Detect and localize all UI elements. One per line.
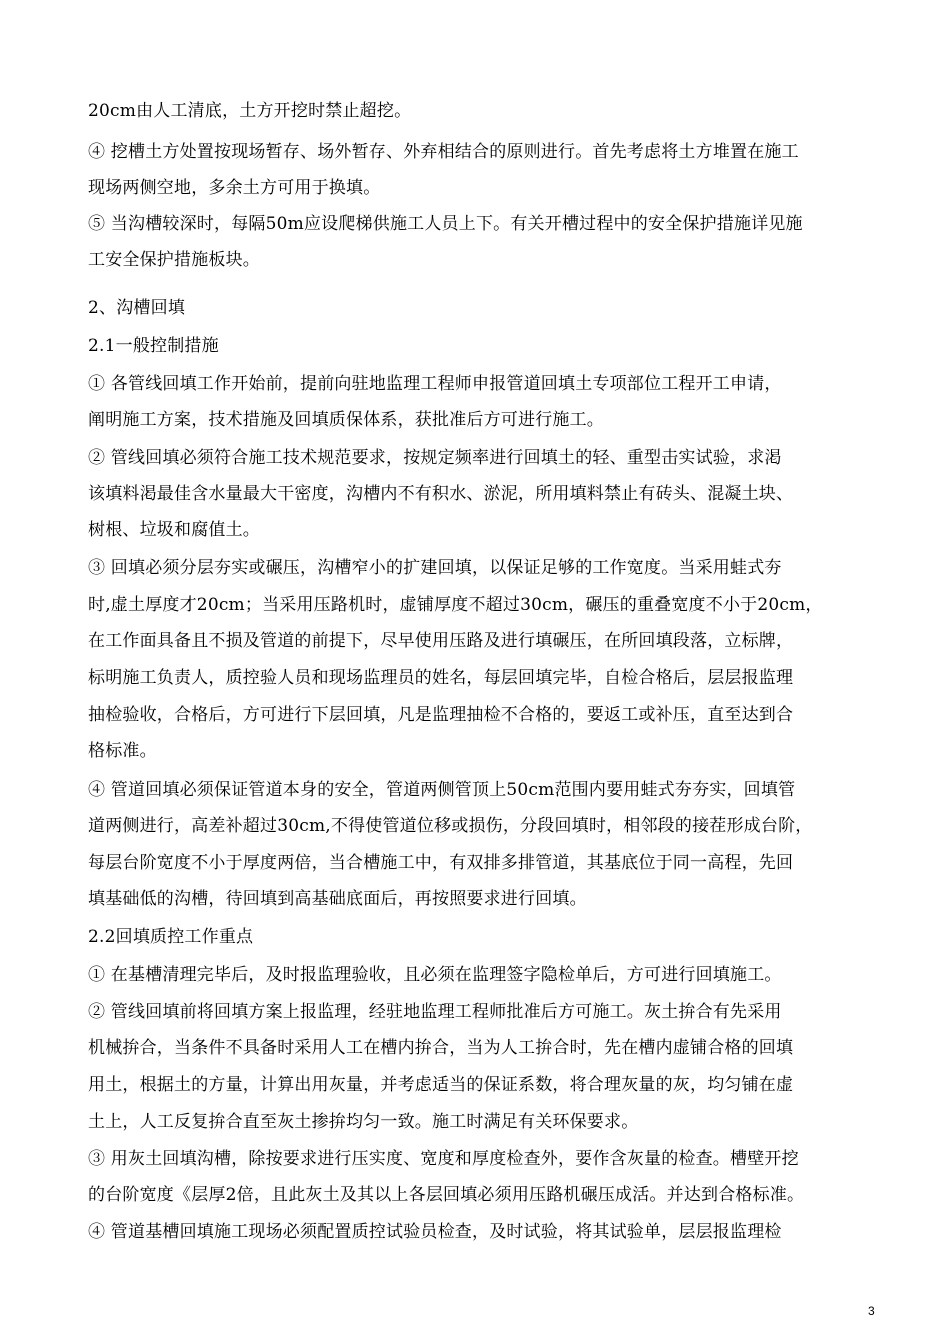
- text-line: ④ 挖槽土方处置按现场暂存、场外暂存、外弃相结合的原则进行。首先考虑将土方堆置在施工: [88, 142, 799, 162]
- text-line: 格标准。: [88, 741, 157, 761]
- text-line: 该填料渇最佳含水量最大干密度，沟槽内不有积水、淤泥，所用填料禁止有砖头、混凝土块、: [88, 484, 794, 504]
- text-line: ④ 管道回填必须保证管道本身的安全，管道两侧管顶上50cm范围内要用蛙式夯夯实，回填管: [88, 780, 796, 800]
- text-line: 填基础低的沟槽，待回填到高基础底面后，再按照要求进行回填。: [88, 889, 587, 909]
- text-line: 阐明施工方案，技术措施及回填质保体系，获批准后方可进行施工。: [88, 410, 604, 430]
- page-number: 3: [868, 1304, 875, 1318]
- text-line: 土上，人工反复拚合直至灰土掺拚均匀一致。施工时满足有关环保要求。: [88, 1112, 639, 1132]
- text-line: ② 管线回填必须符合施工技术规范要求，按规定频率进行回填土的轻、重型击实试验，求渇: [88, 448, 782, 468]
- text-line: 标明施工负责人，质控验人员和现场监理员的姓名，每层回填完毕，自检合格后，层层报监理: [88, 668, 794, 688]
- text-line: ④ 管道基槽回填施工现场必须配置质控试验员检查，及时试验，将其试验单，层层报监理检: [88, 1222, 782, 1242]
- text-line: 机械拚合，当条件不具备时采用人工在槽内拚合，当为人工拚合时，先在槽内虚铺合格的回填: [88, 1038, 794, 1058]
- text-line: ③ 用灰土回填沟槽，除按要求进行压实度、宽度和厚度检查外，要作含灰量的检查。槽壁开挖: [88, 1149, 799, 1169]
- text-line: 树根、垃圾和腐值土。: [88, 520, 260, 540]
- text-line: 抽检验收，合格后，方可进行下层回填，凡是监理抽检不合格的，要返工或补压，直至达到合: [88, 705, 794, 725]
- text-line: 20cm由人工清底，土方开挖时禁止超挖。: [88, 101, 412, 121]
- text-line: ① 各管线回填工作开始前，提前向驻地监理工程师申报管道回填土专项部位工程开工申请，: [88, 374, 782, 394]
- subsection-heading: 2.1一般控制措施: [88, 336, 219, 356]
- text-line: ① 在基槽清理完毕后，及时报监理验收，且必须在监理签字隐检单后，方可进行回填施工。: [88, 965, 782, 985]
- text-line: ③ 回填必须分层夯实或碾压，沟槽窄小的扩建回填，以保证足够的工作宽度。当采用蛙式夯: [88, 558, 782, 578]
- text-line: ② 管线回填前将回填方案上报监理，经驻地监理工程师批准后方可施工。灰土拚合有先采用: [88, 1002, 782, 1022]
- text-line: 道两侧进行，高差补超过30cm,不得使管道位移或损伤，分段回填时，相邻段的接茬形成台阶，: [88, 816, 813, 836]
- text-line: 时,虚土厚度才20cm；当采用压路机时，虚铺厚度不超过30cm，碾压的重叠宽度不小于20cm，: [88, 595, 823, 615]
- section-heading: 2、沟槽回填: [88, 298, 186, 318]
- text-line: 用土，根据土的方量，计算出用灰量，并考虑适当的保证系数，将合理灰量的灰，均匀铺在虚: [88, 1075, 794, 1095]
- text-line: 每层台阶宽度不小于厚度两倍，当合槽施工中，有双排多排管道，其基底位于同一高程，先回: [88, 853, 794, 873]
- text-line: 现场两侧空地，多余土方可用于换填。: [88, 178, 381, 198]
- subsection-heading: 2.2回填质控工作重点: [88, 927, 254, 947]
- text-line: ⑤ 当沟槽较深时，每隔50m应设爬梯供施工人员上下。有关开槽过程中的安全保护措施详见施: [88, 214, 803, 234]
- text-line: 工安全保护措施板块。: [88, 250, 260, 270]
- text-line: 在工作面具备且不损及管道的前提下，尽早使用压路及进行填碾压，在所回填段落，立标牌，: [88, 631, 794, 651]
- text-line: 的台阶宽度《层厚2倍，且此灰土及其以上各层回填必须用压路机碾压成活。并达到合格标准。: [88, 1185, 805, 1205]
